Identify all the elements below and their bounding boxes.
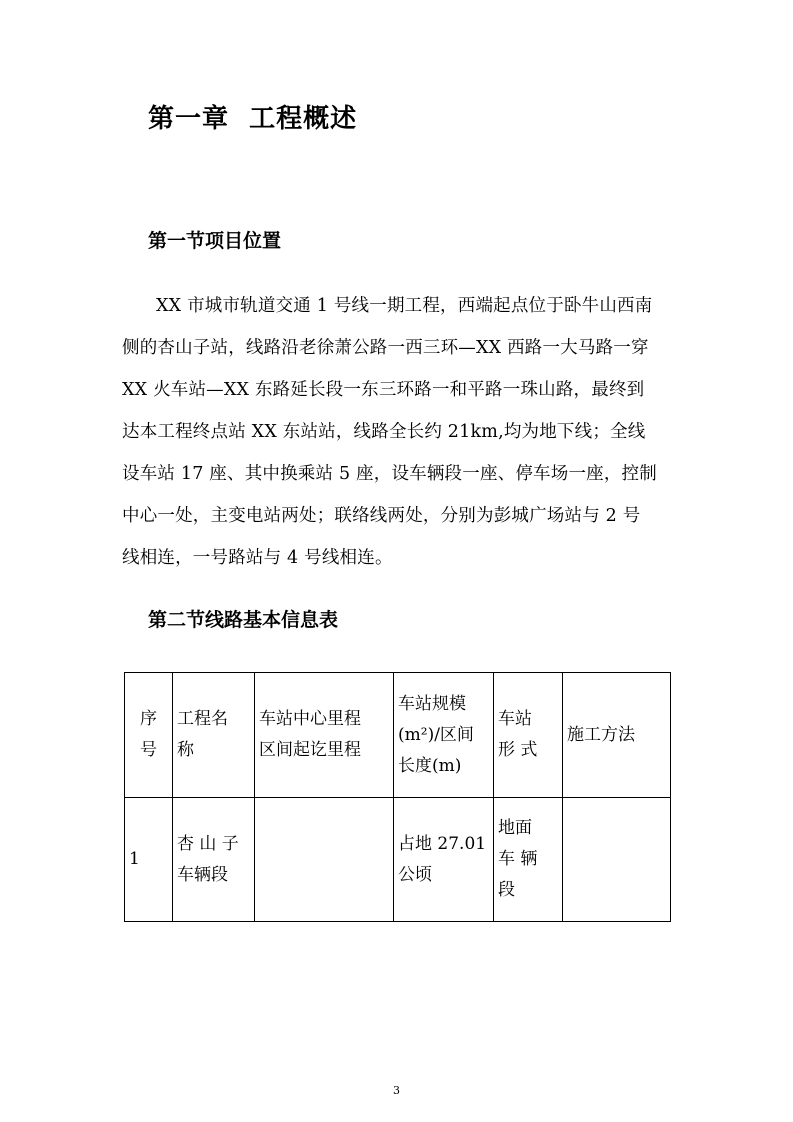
header-mileage-line: 车站中心里程 — [259, 709, 361, 729]
paragraph-line: 中心一处，主变电站两处；联络线两处，分别为彭城广场站与 2 号 — [122, 506, 641, 526]
header-form-line: 形 式 — [498, 740, 538, 760]
cell-station-form — [494, 798, 563, 922]
header-method-line: 施工方法 — [567, 724, 635, 745]
chapter-title: 第一章 工程概述 — [148, 104, 358, 134]
cell-form-line: 地面 — [498, 818, 532, 838]
header-name-line: 称 — [177, 740, 194, 760]
header-form-line: 车站 — [498, 709, 532, 729]
paragraph-line: XX 市城市轨道交通 1 号线一期工程，西端起点位于卧牛山西南 — [156, 296, 653, 316]
header-mileage-line: 区间起讫里程 — [259, 740, 361, 760]
cell-form-line: 段 — [498, 880, 515, 900]
cell-scale — [394, 798, 494, 922]
header-scale-line: (m²)/区间 — [398, 724, 474, 745]
header-seq-line: 序 — [140, 709, 157, 729]
cell-name-line: 车辆段 — [177, 864, 228, 885]
paragraph-line: 达本工程终点站 XX 东站站，线路全长约 21km,均为地下线；全线 — [122, 422, 646, 442]
header-construction-method — [563, 673, 671, 798]
table-header-row — [125, 673, 671, 798]
cell-seq — [125, 798, 173, 922]
cell-name-line: 杏 山 子 — [177, 833, 239, 854]
header-scale-line: 车站规模 — [398, 693, 466, 714]
cell-project-name — [173, 798, 255, 922]
cell-scale-line: 占地 27.01 — [398, 833, 487, 854]
cell-seq-text: 1 — [129, 849, 140, 869]
header-seq — [125, 673, 173, 798]
header-name-line: 工程名 — [177, 709, 228, 729]
header-scale-line: 长度(m) — [398, 755, 462, 776]
cell-scale-line: 公顷 — [398, 864, 432, 885]
header-seq-line: 号 — [140, 740, 157, 760]
header-station-form — [494, 673, 563, 798]
paragraph-line: 侧的杏山子站，线路沿老徐萧公路一西三环—XX 西路一大马路一穿 — [122, 338, 649, 358]
cell-form-line: 车 辆 — [498, 849, 538, 869]
paragraph-line: 设车站 17 座、其中换乘站 5 座，设车辆段一座、停车场一座，控制 — [122, 464, 657, 484]
line-info-table — [124, 672, 671, 922]
table-row — [125, 798, 671, 922]
paragraph-line: XX 火车站—XX 东路延长段一东三环路一和平路一珠山路，最终到 — [122, 380, 645, 400]
cell-mileage — [255, 798, 394, 922]
header-mileage — [255, 673, 394, 798]
header-project-name — [173, 673, 255, 798]
section-title-location: 第一节项目位置 — [148, 230, 282, 252]
paragraph-line: 线相连，一号路站与 4 号线相连。 — [122, 548, 393, 568]
header-scale — [394, 673, 494, 798]
section-title-info-table: 第二节线路基本信息表 — [148, 609, 339, 631]
cell-construction-method — [563, 798, 671, 922]
page-number: 3 — [393, 1084, 400, 1097]
